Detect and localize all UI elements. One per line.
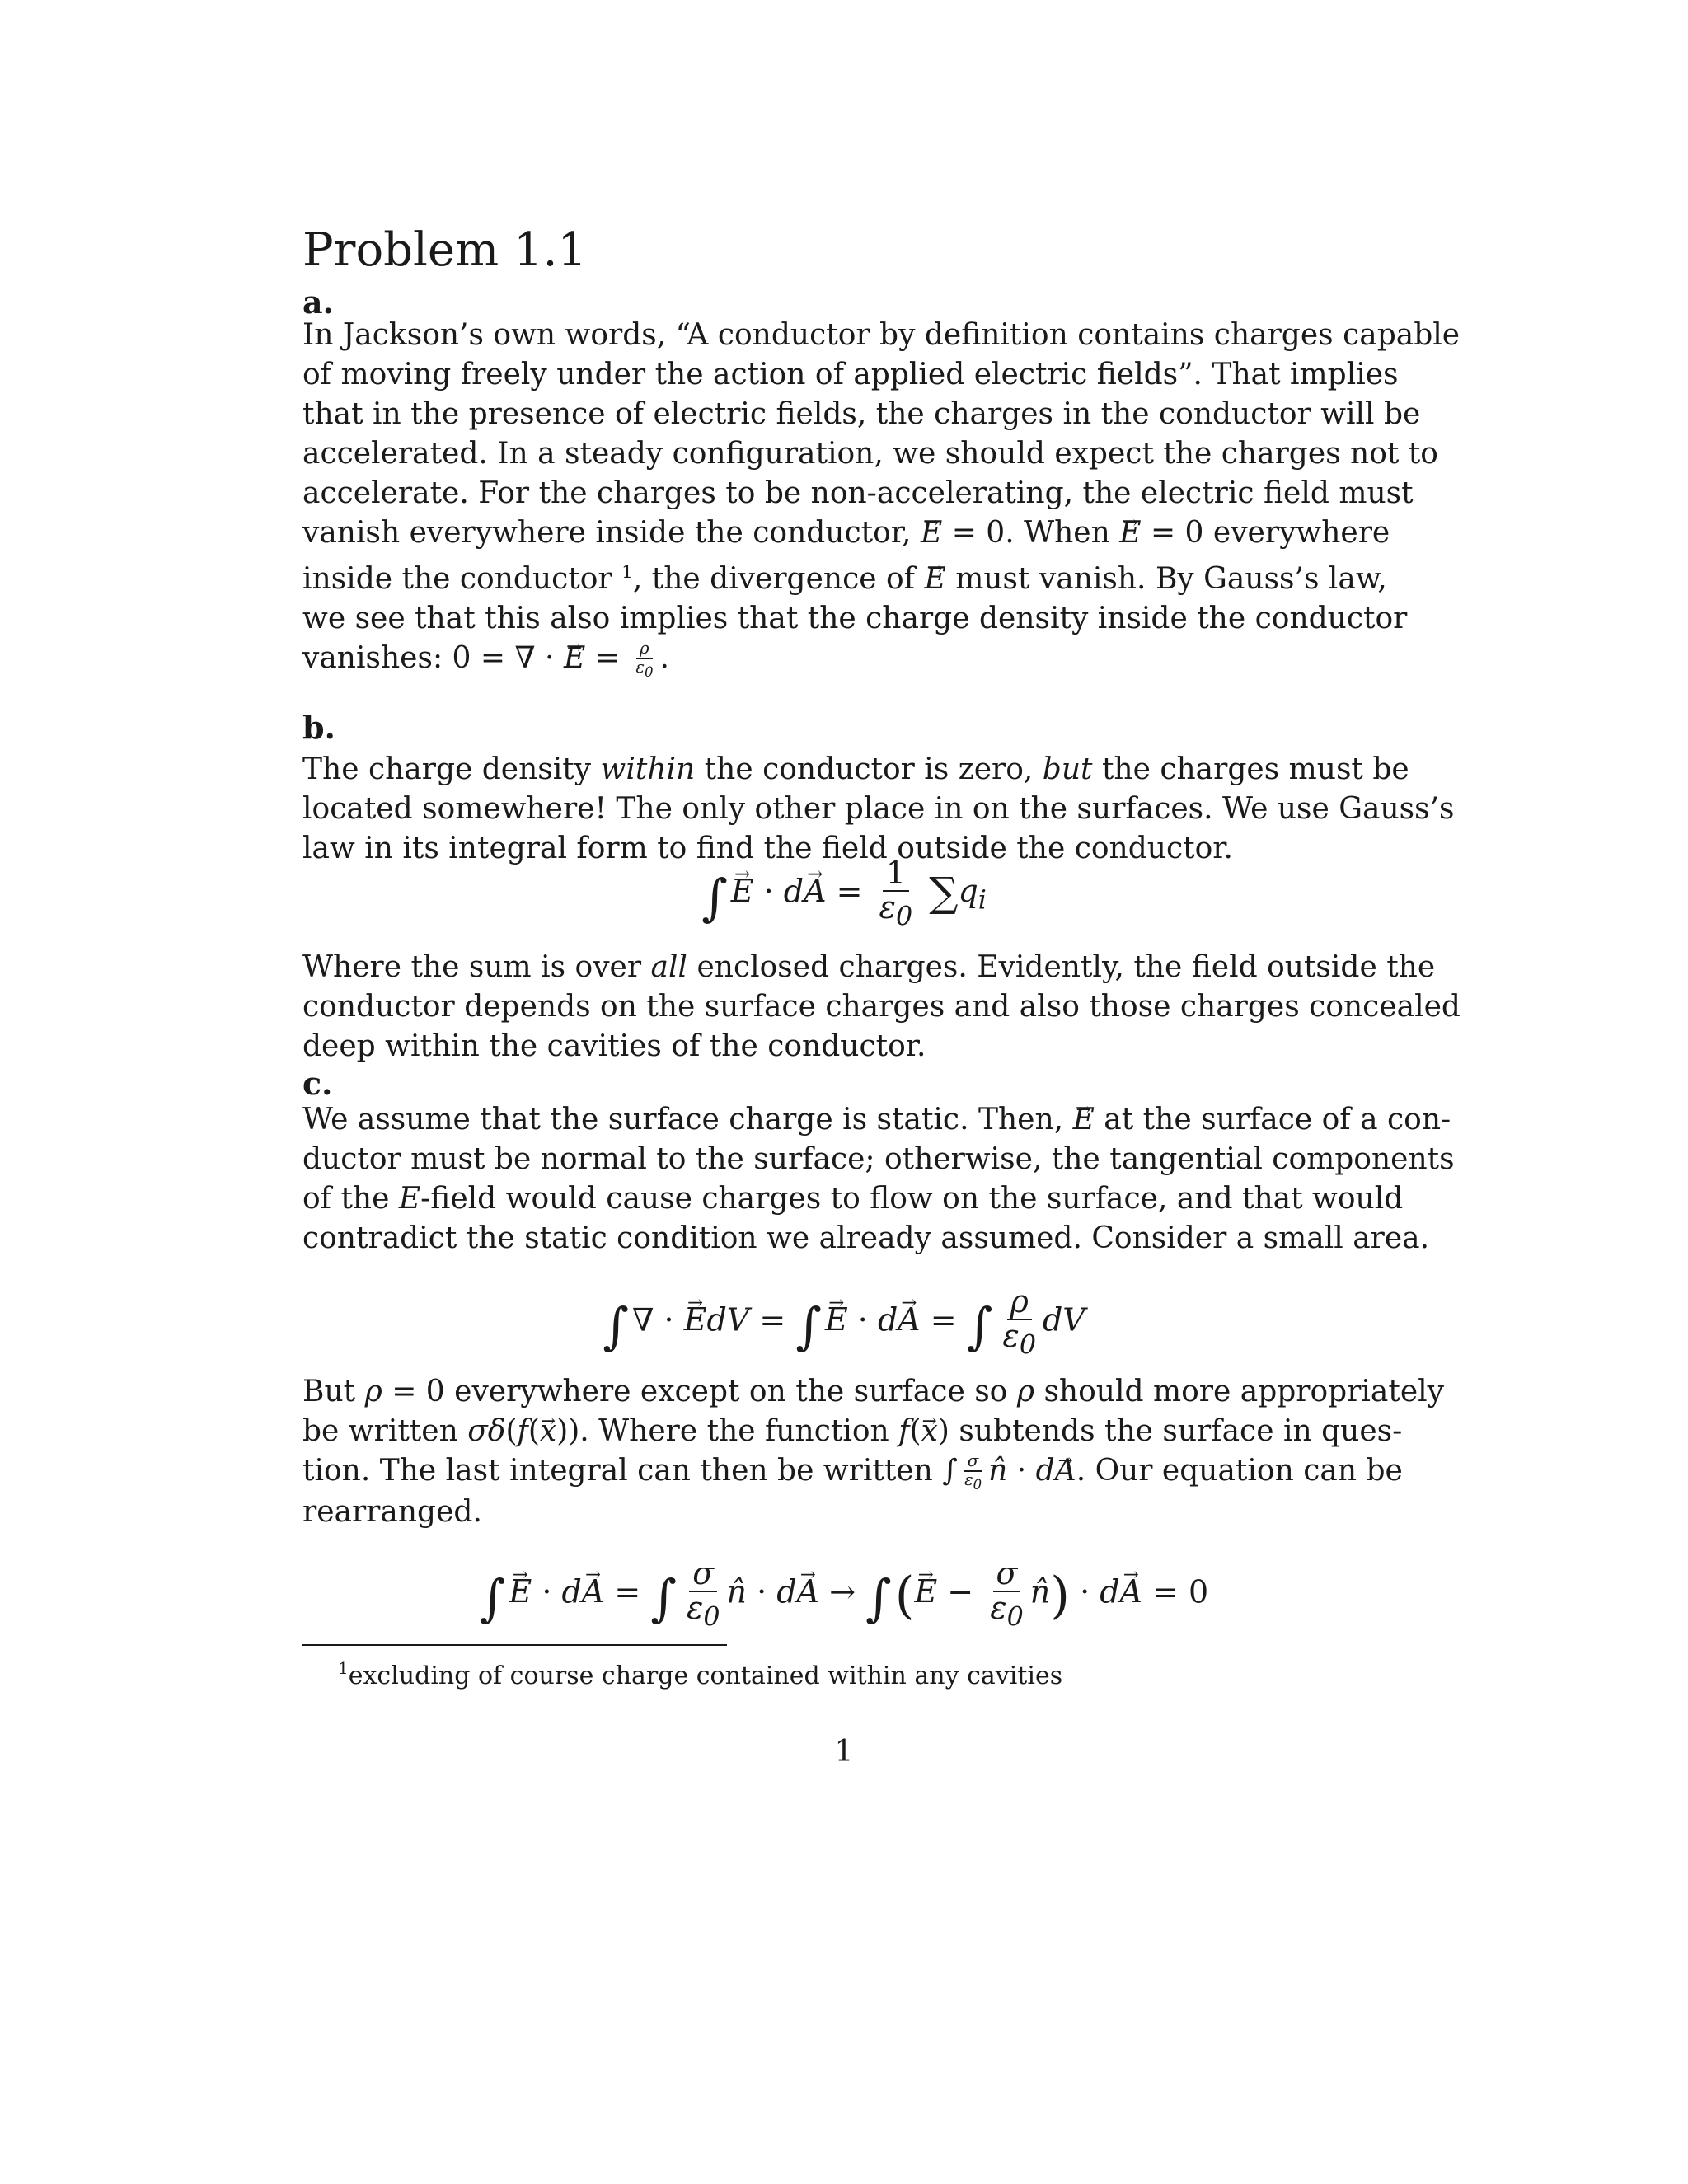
fraction-rho-eps: $\frac{\rho}{\varepsilon_0}$ xyxy=(635,639,654,681)
text-line: vanishes: 0 = ∇ · E → = $\frac{\rho}{\varepsilon_0}$ . xyxy=(302,639,1362,680)
page-number: 1 xyxy=(834,1735,854,1769)
text-span: = xyxy=(594,641,620,675)
equation-divergence: ∫ ∇ · E →dV = ∫ E → · dA → = ∫ $\frac{\rho}{\varepsilon_0}$ dV xyxy=(0,1286,1688,1360)
text-span: The charge density xyxy=(302,752,592,786)
text-span: = 0 everywhere except on the surface so xyxy=(392,1375,1008,1408)
text-span: = 0 everywhere xyxy=(1150,516,1390,550)
text-span: But xyxy=(302,1375,356,1408)
text-line: we see that this also implies that the charge density inside the conductor xyxy=(302,602,1408,635)
equation-rearranged: ∫ E → · dA → = ∫ $\frac{\sigma}{\varepsilon_0}$ n̂ · dA → → ∫(E → − $\frac{\sigma}{\varepsilon_0}$ n̂) · dA → = 0 xyxy=(0,1558,1688,1632)
text-span: tion. The last integral can then be written xyxy=(302,1454,933,1488)
text-line xyxy=(302,750,1409,790)
text-line: But ρ = 0 everywhere except on the surface so ρ should more appropriately xyxy=(302,1375,1445,1408)
text-span: all xyxy=(650,950,687,984)
text-span: vanishes: 0 = ∇ · xyxy=(302,641,555,675)
text-span: Where the sum is over xyxy=(302,950,642,984)
text-line: be written σδ(f(x →)). Where the function f(x →) subtends the surface in ques- xyxy=(302,1412,1362,1451)
text-line: accelerated. In a steady configuration, we should expect the charges not to xyxy=(302,437,1438,471)
vector-E: E → xyxy=(564,639,585,678)
text-span: . Where the function xyxy=(579,1414,889,1448)
text-line: located somewhere! The only other place in on the surfaces. We use Gauss’s xyxy=(302,792,1455,826)
text-line xyxy=(302,553,1387,599)
footnote-text: excluding of course charge contained within any cavities xyxy=(348,1661,1063,1690)
paragraph-a xyxy=(302,316,1461,681)
text-line: accelerate. For the charges to be non-accelerating, the electric field must xyxy=(302,476,1414,510)
text-span: must vanish. By Gauss’s law, xyxy=(955,562,1387,596)
text-line: In Jackson’s own words, “A conductor by definition contains charges capable xyxy=(302,318,1461,352)
text-span: the conductor is zero, xyxy=(704,752,1034,786)
vector-E: E → xyxy=(1119,513,1141,553)
vector-E: E → xyxy=(924,560,945,599)
text-span: = 0. When xyxy=(951,516,1110,550)
text-span: but xyxy=(1042,752,1093,786)
text-line xyxy=(302,513,1390,553)
text-line: law in its integral form to find the field outside the conductor. xyxy=(302,832,1233,865)
vector-E: E → xyxy=(921,513,942,553)
text-span: at the surface of a con- xyxy=(1104,1103,1451,1137)
paragraph-b2 xyxy=(302,948,1461,1066)
equation-gauss-integral: ∫ E → · dA → = $\frac{1}{\varepsilon_0}$ $\sum q_i$ xyxy=(0,857,1688,931)
text-line: that in the presence of electric fields, the charges in the conductor will be xyxy=(302,397,1421,431)
text-line: tion. The last integral can then be written ∫ $\frac{\sigma}{\varepsilon_0}$ n̂ · dA →. Our equation can be xyxy=(302,1451,1362,1493)
paragraph-c1 xyxy=(302,1100,1455,1258)
text-span: vanish everywhere inside the conductor, xyxy=(302,516,912,550)
text-line xyxy=(302,1100,1451,1140)
text-line: ductor must be normal to the surface; otherwise, the tangential components xyxy=(302,1142,1455,1176)
text-line: contradict the static condition we already assumed. Consider a small area. xyxy=(302,1221,1430,1255)
vector-E: E → xyxy=(1073,1100,1095,1140)
text-span: enclosed charges. Evidently, the field outside the xyxy=(696,950,1436,984)
text-span: be written xyxy=(302,1414,458,1448)
paragraph-b1 xyxy=(302,710,1455,869)
text-span: within xyxy=(600,752,696,786)
text-span: . Our equation can be xyxy=(1076,1454,1403,1488)
section-c-label: c. xyxy=(302,1065,333,1102)
text-span: the charges must be xyxy=(1101,752,1409,786)
text-line: of the E-field would cause charges to flow on the surface, and that would xyxy=(302,1182,1404,1216)
text-span: We assume that the surface charge is static. Then, xyxy=(302,1103,1064,1137)
footnote-rule xyxy=(302,1644,727,1646)
text-line: conductor depends on the surface charges and also those charges concealed xyxy=(302,990,1461,1024)
text-span: -field would cause charges to flow on the surface, and that would xyxy=(420,1182,1404,1216)
footnote xyxy=(338,1652,1062,1693)
footnote-mark: 1 xyxy=(621,562,633,583)
section-a-label: a. xyxy=(302,284,334,321)
paragraph-c2 xyxy=(302,1372,1445,1532)
text-span: subtends the surface in ques- xyxy=(959,1414,1403,1448)
footnote-mark: 1 xyxy=(338,1658,349,1678)
text-span: should more appropriately xyxy=(1043,1375,1445,1408)
text-span: inside the conductor xyxy=(302,562,612,596)
text-line: deep within the cavities of the conductor. xyxy=(302,1029,926,1063)
text-line xyxy=(302,948,1436,987)
text-span: of the xyxy=(302,1182,390,1216)
text-line: of moving freely under the action of applied electric fields”. That implies xyxy=(302,358,1399,391)
problem-title: Problem 1.1 xyxy=(302,223,588,277)
section-b-label: b. xyxy=(302,709,335,746)
text-span: , the divergence of xyxy=(632,562,915,596)
text-line: rearranged. xyxy=(302,1494,482,1529)
